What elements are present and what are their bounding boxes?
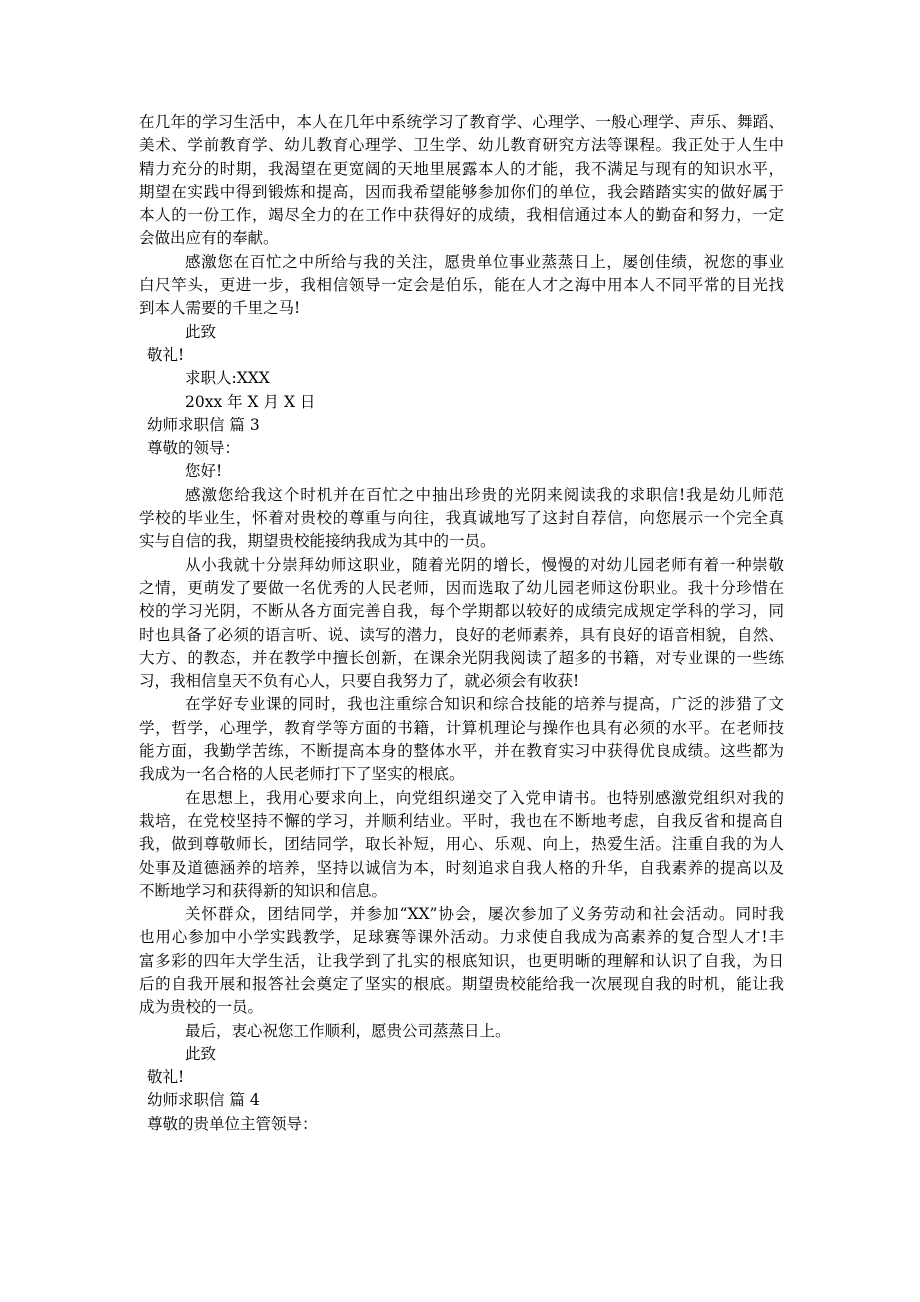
- text-line: 成为贵校的一员。: [139, 998, 264, 1017]
- paragraph-final-wishes: 最后，衷心祝您工作顺利，愿贵公司蒸蒸日上。: [185, 1021, 511, 1040]
- text-line: 到本人需要的千里之马!: [139, 299, 301, 318]
- greeting-line: 尊敬的领导：: [147, 439, 241, 458]
- text-line: 后的自我开展和报答社会奠定了坚实的根底。期望贵校能给我一次展现自我的时机，能让我: [139, 974, 784, 993]
- section-heading-3: 幼师求职信 篇 3: [147, 415, 260, 434]
- text-line: 大方、的教态，并在教学中擅长创新，在课余光阴我阅读了超多的书籍，对专业课的一些练: [139, 648, 784, 667]
- text-line: 期望在实践中得到锻炼和提高，因而我希望能够参加你们的单位，我会踏踏实实的做好属于: [139, 182, 784, 201]
- text-line: 感激您给我这个时机并在百忙之中抽出珍贵的光阴来阅读我的求职信!我是幼儿师范: [185, 485, 784, 504]
- closing-line: 此致: [185, 1044, 217, 1063]
- text-line: 也用心参加中小学实践教学，足球赛等课外活动。力求使自我成为高素养的复合型人才!丰: [139, 928, 784, 947]
- text-line: 白尺竿头，更进一步，我相信领导一定会是伯乐，能在人才之海中用本人不同平常的目光找: [139, 276, 784, 295]
- text-line: 精力充分的时期，我渴望在更宽阔的天地里展露本人的才能，我不满足与现有的知识水平，: [139, 159, 784, 178]
- text-line: 富多彩的四年大学生活，让我学到了扎实的根底知识，也更明晰的理解和认识了自我，为日: [139, 951, 784, 970]
- paragraph-intro: [139, 484, 784, 554]
- text-line: 感激您在百忙之中所给与我的关注，愿贵单位事业蒸蒸日上，屡创佳绩，祝您的事业: [185, 252, 784, 271]
- text-line: 时也具备了必须的语言听、说、读写的潜力，良好的老师素养，具有良好的语音相貌，自然、: [139, 625, 784, 644]
- text-line: 实与自信的我，期望贵校能接纳我成为其中的一员。: [139, 532, 496, 551]
- paragraph-education: [139, 111, 784, 251]
- text-line: 我，做到尊敬师长，团结同学，取长补短，用心、乐观、向上，热爱生活。注重自我的为人: [139, 835, 784, 854]
- paragraph-ideology: [139, 787, 784, 903]
- salutation-line: 敬礼!: [147, 345, 185, 364]
- hello-line: 您好!: [185, 462, 223, 481]
- greeting-line: 尊敬的贵单位主管领导：: [147, 1114, 318, 1133]
- salutation-line: 敬礼!: [147, 1068, 185, 1087]
- text-line: 在思想上，我用心要求向上，向党组织递交了入党申请书。也特别感激党组织对我的: [185, 788, 784, 807]
- text-line: 栽培，在党校坚持不懈的学习，并顺利结业。平时，我也在不断地考虑，自我反省和提高自: [139, 811, 784, 830]
- text-line: 学校的毕业生，怀着对贵校的尊重与向往，我真诚地写了这封自荐信，向您展示一个完全真: [139, 509, 784, 528]
- text-line: 校的学习光阴，不断从各方面完善自我，每个学期都以较好的成绩完成规定学科的学习，同: [139, 602, 784, 621]
- closing-line: 此致: [185, 322, 217, 341]
- text-line: 会做出应有的奉献。: [139, 229, 279, 248]
- text-line: 之情，更萌发了要做一名优秀的人民老师，因而选取了幼儿园老师这份职业。我十分珍惜在: [139, 578, 784, 597]
- text-line: 在学好专业课的同时，我也注重综合知识和综合技能的培养与提高，广泛的涉猎了文: [185, 695, 784, 714]
- applicant-signature: 求职人:XXX: [185, 369, 270, 388]
- letter-document: [139, 111, 784, 1136]
- paragraph-skills: [139, 693, 784, 786]
- text-line: 美术、学前教育学、幼儿教育心理学、卫生学、幼儿教育研究方法等课程。我正处于人生中: [139, 136, 784, 155]
- text-line: 不断地学习和获得新的知识和信息。: [139, 881, 388, 900]
- text-line: 在几年的学习生活中，本人在几年中系统学习了教育学、心理学、一般心理学、声乐、舞蹈、: [139, 113, 784, 131]
- text-line: 我成为一名合格的人民老师打下了坚实的根底。: [139, 765, 465, 784]
- letter-date: 20xx 年 X 月 X 日: [185, 392, 316, 411]
- paragraph-activities: [139, 903, 784, 1019]
- paragraph-career: [139, 554, 784, 694]
- text-line: 学，哲学，心理学，教育学等方面的书籍，计算机理论与操作也具有必须的水平。在老师技: [139, 718, 784, 737]
- text-line: 本人的一份工作，竭尽全力的在工作中获得好的成绩，我相信通过本人的勤奋和努力，一定: [139, 206, 784, 225]
- text-line: 能方面，我勤学苦练，不断提高本身的整体水平，并在教育实习中获得优良成绩。这些都为: [139, 742, 784, 761]
- paragraph-thanks: [139, 251, 784, 321]
- text-line: 从小我就十分崇拜幼师这职业，随着光阴的增长，慢慢的对幼儿园老师有着一种崇敬: [185, 555, 784, 574]
- text-line: 处事及道德涵养的培养，坚持以诚信为本，时刻追求自我人格的升华，自我素养的提高以及: [139, 858, 784, 877]
- section-heading-4: 幼师求职信 篇 4: [147, 1091, 260, 1110]
- text-line: 习，我相信皇天不负有心人，只要自我努力了，就必须会有收获!: [139, 672, 580, 691]
- text-line: 关怀群众，团结同学，并参加“XX”协会，屡次参加了义务劳动和社会活动。同时我: [185, 905, 784, 924]
